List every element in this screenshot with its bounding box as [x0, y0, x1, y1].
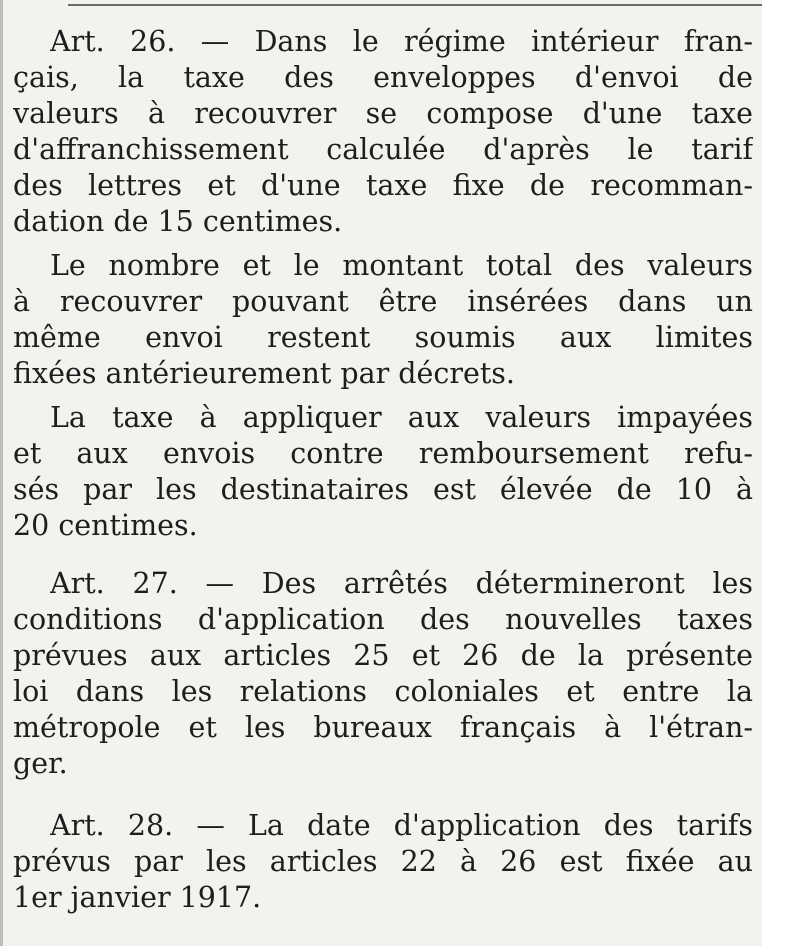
article-26-line-7: Le nombre et le montant total des valeurs [50, 249, 753, 282]
article-27-line-6: ger. [13, 747, 68, 780]
article-28-line-1: Art. 28. — La date d'application des tarifs [50, 809, 753, 842]
article-28-line-2: prévus par les articles 22 à 26 est fixée au [13, 845, 753, 878]
article-26-line-12: et aux envois contre remboursement refu- [13, 437, 753, 470]
article-27-line-3: prévues aux articles 25 et 26 de la présente [13, 639, 753, 672]
column-left-edge [0, 0, 3, 946]
article-26-line-5: des lettres et d'une taxe fixe de recomman- [13, 169, 753, 202]
article-26-line-1: Art. 26. — Dans le régime intérieur fran- [50, 25, 753, 58]
article-26-line-10: fixées antérieurement par décrets. [13, 357, 515, 390]
article-28-line-3: 1er janvier 1917. [13, 881, 262, 914]
article-27-line-1: Art. 27. — Des arrêtés détermineront les [50, 567, 753, 600]
top-rule-divider [68, 4, 762, 6]
article-27-line-2: conditions d'application des nouvelles taxes [13, 603, 753, 636]
article-26-line-13: sés par les destinataires est élevée de 10 à [13, 473, 753, 506]
article-26-line-9: même envoi restent soumis aux limites [13, 321, 753, 354]
article-26-line-11: La taxe à appliquer aux valeurs impayées [50, 401, 753, 434]
article-26-line-14: 20 centimes. [13, 509, 198, 542]
article-27-line-4: loi dans les relations coloniales et entre la [13, 675, 753, 708]
article-27-line-5: métropole et les bureaux français à l'étran- [13, 711, 753, 744]
article-26-line-8: à recouvrer pouvant être insérées dans un [13, 285, 753, 318]
article-26-line-6: dation de 15 centimes. [13, 205, 343, 238]
article-26-line-4: d'affranchissement calculée d'après le tarif [13, 133, 753, 166]
article-26-line-2: çais, la taxe des enveloppes d'envoi de [13, 61, 753, 94]
article-26-line-3: valeurs à recouvrer se compose d'une taxe [13, 97, 753, 130]
